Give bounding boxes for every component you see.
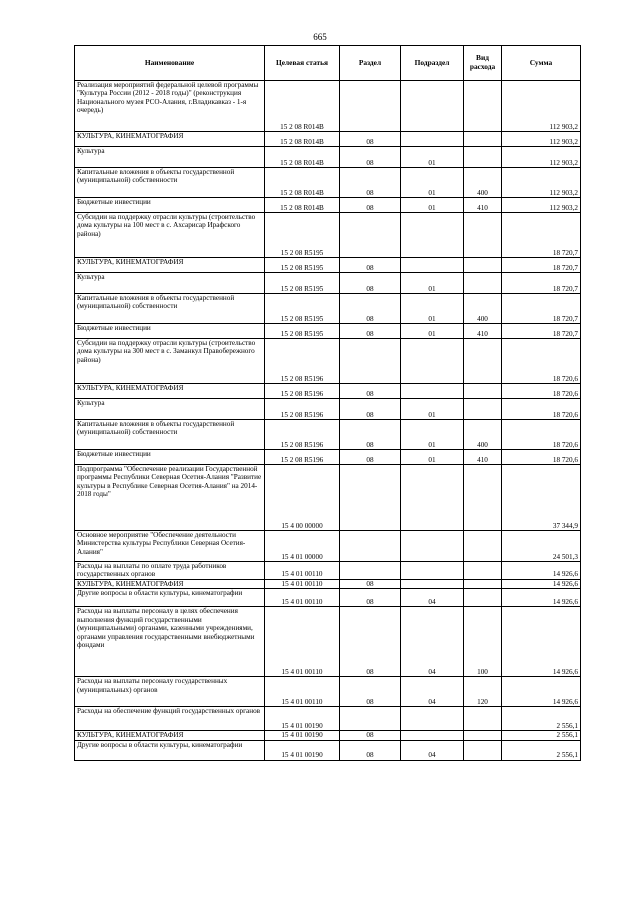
row-target-article: 15 2 08 R5196 [265,450,340,465]
row-subsection [401,213,464,258]
row-name: КУЛЬТУРА, КИНЕМАТОГРАФИЯ [75,132,265,147]
row-expense-type [464,213,502,258]
row-amount: 14 926,6 [502,607,581,677]
row-expense-type [464,132,502,147]
row-section: 08 [340,399,401,420]
row-expense-type: 400 [464,420,502,450]
row-expense-type [464,707,502,731]
row-name: КУЛЬТУРА, КИНЕМАТОГРАФИЯ [75,258,265,273]
row-section: 08 [340,273,401,294]
row-amount: 112 903,2 [502,198,581,213]
row-name: Расходы на выплаты по оплате труда работников государственных органов [75,562,265,580]
table-row [75,213,581,258]
row-amount: 18 720,7 [502,273,581,294]
row-subsection: 01 [401,420,464,450]
row-amount: 18 720,7 [502,324,581,339]
row-expense-type [464,579,502,588]
row-amount: 18 720,7 [502,258,581,273]
row-subsection [401,465,464,531]
row-name: Другие вопросы в области культуры, кинематографии [75,589,265,607]
table-row [75,198,581,213]
row-subsection [401,707,464,731]
row-subsection [401,258,464,273]
row-section: 08 [340,198,401,213]
row-expense-type [464,740,502,760]
row-amount: 14 926,6 [502,579,581,588]
row-target-article: 15 2 08 R014В [265,168,340,198]
page-number: 665 [313,32,327,42]
row-section: 08 [340,740,401,760]
row-subsection: 01 [401,168,464,198]
row-subsection [401,579,464,588]
row-target-article: 15 4 01 00110 [265,562,340,580]
row-subsection: 01 [401,273,464,294]
row-target-article: 15 4 01 00190 [265,731,340,740]
row-subsection: 01 [401,399,464,420]
table-row [75,132,581,147]
row-section [340,81,401,132]
row-name: Расходы на выплаты персоналу в целях обеспечения выполнения функций государственными (муниципальными) органами, казенными учреждениями, органами управления государственными внебюджетными фондами [75,607,265,677]
row-subsection: 01 [401,147,464,168]
row-section: 08 [340,579,401,588]
row-subsection: 01 [401,198,464,213]
row-expense-type [464,339,502,384]
row-expense-type [464,589,502,607]
row-amount: 18 720,6 [502,399,581,420]
row-expense-type: 400 [464,294,502,324]
row-target-article: 15 2 08 R5196 [265,384,340,399]
row-amount: 112 903,2 [502,168,581,198]
header-target-article: Целевая статья [265,46,340,81]
row-target-article: 15 4 01 00000 [265,531,340,562]
row-target-article: 15 4 01 00190 [265,707,340,731]
row-name: Расходы на обеспечение функций государственных органов [75,707,265,731]
table-row [75,81,581,132]
row-target-article: 15 4 01 00110 [265,589,340,607]
row-section: 08 [340,168,401,198]
row-amount: 14 926,6 [502,677,581,707]
row-amount: 37 344,9 [502,465,581,531]
row-expense-type [464,258,502,273]
row-target-article: 15 4 01 00110 [265,607,340,677]
row-subsection [401,731,464,740]
row-name: Бюджетные инвестиции [75,324,265,339]
row-expense-type [464,731,502,740]
row-target-article: 15 2 08 R5195 [265,273,340,294]
row-section: 08 [340,607,401,677]
table-row [75,324,581,339]
row-expense-type [464,81,502,132]
row-expense-type: 400 [464,168,502,198]
row-subsection: 04 [401,607,464,677]
row-target-article: 15 2 08 R5196 [265,339,340,384]
row-amount: 2 556,1 [502,740,581,760]
row-expense-type [464,531,502,562]
row-section: 08 [340,324,401,339]
row-expense-type [464,465,502,531]
row-section: 08 [340,731,401,740]
row-name: КУЛЬТУРА, КИНЕМАТОГРАФИЯ [75,384,265,399]
row-target-article: 15 2 08 R014В [265,147,340,168]
header-amount: Сумма [502,46,581,81]
row-section [340,531,401,562]
row-amount: 18 720,7 [502,294,581,324]
table-header-row [75,46,581,81]
row-expense-type: 120 [464,677,502,707]
row-subsection: 04 [401,677,464,707]
row-subsection [401,562,464,580]
row-name: Капитальные вложения в объекты государственной (муниципальной) собственности [75,420,265,450]
row-section: 08 [340,294,401,324]
row-amount: 18 720,6 [502,420,581,450]
row-name: Бюджетные инвестиции [75,450,265,465]
header-subsection: Подраздел [401,46,464,81]
row-name: Культура [75,273,265,294]
row-expense-type [464,273,502,294]
row-section: 08 [340,420,401,450]
row-name: Культура [75,147,265,168]
row-expense-type [464,384,502,399]
row-name: Субсидии на поддержку отрасли культуры (строительство дома культуры на 300 мест в с. Заманкул Правобережного района) [75,339,265,384]
row-section [340,213,401,258]
row-section: 08 [340,384,401,399]
table-row [75,707,581,731]
row-subsection: 04 [401,740,464,760]
row-expense-type: 410 [464,198,502,213]
table-row [75,339,581,384]
row-subsection [401,339,464,384]
row-subsection: 01 [401,294,464,324]
table-row [75,731,581,740]
row-name: КУЛЬТУРА, КИНЕМАТОГРАФИЯ [75,731,265,740]
row-amount: 18 720,6 [502,384,581,399]
header-name: Наименование [75,46,265,81]
row-subsection: 04 [401,589,464,607]
row-subsection [401,81,464,132]
table-row [75,562,581,580]
budget-table [74,45,581,761]
row-name: Реализация мероприятий федеральной целевой программы "Культура России (2012 - 2018 годы)" (реконструкция Национального музея РСО-Алания, г.Владикавказ - 1-я очередь) [75,81,265,132]
row-section [340,465,401,531]
row-target-article: 15 4 01 00110 [265,579,340,588]
row-subsection [401,384,464,399]
table-row [75,579,581,588]
row-target-article: 15 2 08 R014В [265,132,340,147]
table-row [75,384,581,399]
row-amount: 18 720,7 [502,213,581,258]
header-section: Раздел [340,46,401,81]
row-amount: 112 903,2 [502,132,581,147]
row-expense-type [464,399,502,420]
row-subsection: 01 [401,324,464,339]
table-row [75,258,581,273]
row-name: Подпрограмма "Обеспечение реализации Государственной программы Республики Северная Осетия-Алания "Развитие культуры в Республике Северная Осетия-Алания" на 2014-2018 годы" [75,465,265,531]
row-target-article: 15 2 08 R5195 [265,258,340,273]
header-expense-type: Вид расхода [464,46,502,81]
row-name: Субсидии на поддержку отрасли культуры (строительство дома культуры на 100 мест в с. Ахсарисар Ирафского района) [75,213,265,258]
row-amount: 112 903,2 [502,147,581,168]
row-target-article: 15 2 08 R014В [265,81,340,132]
row-subsection: 01 [401,450,464,465]
table-row [75,168,581,198]
row-target-article: 15 4 01 00110 [265,677,340,707]
row-target-article: 15 2 08 R5196 [265,399,340,420]
row-name: Расходы на выплаты персоналу государственных (муниципальных) органов [75,677,265,707]
row-amount: 14 926,6 [502,589,581,607]
row-section: 08 [340,258,401,273]
row-target-article: 15 4 00 00000 [265,465,340,531]
row-section [340,707,401,731]
row-target-article: 15 2 08 R014В [265,198,340,213]
row-subsection [401,531,464,562]
row-target-article: 15 4 01 00190 [265,740,340,760]
row-target-article: 15 2 08 R5196 [265,420,340,450]
row-section: 08 [340,132,401,147]
row-subsection [401,132,464,147]
row-expense-type [464,562,502,580]
row-name: Культура [75,399,265,420]
row-target-article: 15 2 08 R5195 [265,294,340,324]
table-row [75,294,581,324]
table-row [75,399,581,420]
row-name: Бюджетные инвестиции [75,198,265,213]
row-name: Другие вопросы в области культуры, кинематографии [75,740,265,760]
table-row [75,531,581,562]
row-section: 08 [340,589,401,607]
table-row [75,465,581,531]
row-section: 08 [340,677,401,707]
row-expense-type: 410 [464,324,502,339]
table-row [75,740,581,760]
table-row [75,450,581,465]
row-name: Капитальные вложения в объекты государственной (муниципальной) собственности [75,294,265,324]
row-section [340,562,401,580]
row-section: 08 [340,147,401,168]
row-expense-type: 410 [464,450,502,465]
row-amount: 2 556,1 [502,731,581,740]
row-target-article: 15 2 08 R5195 [265,213,340,258]
row-name: Капитальные вложения в объекты государственной (муниципальной) собственности [75,168,265,198]
row-amount: 24 501,3 [502,531,581,562]
table-row [75,589,581,607]
table-row [75,607,581,677]
row-name: Основное мероприятие "Обеспечение деятельности Министерства культуры Республики Северная Осетия-Алания" [75,531,265,562]
row-section: 08 [340,450,401,465]
row-amount: 112 903,2 [502,81,581,132]
row-amount: 14 926,6 [502,562,581,580]
row-section [340,339,401,384]
row-expense-type [464,147,502,168]
table-body [75,81,581,761]
row-amount: 2 556,1 [502,707,581,731]
row-target-article: 15 2 08 R5195 [265,324,340,339]
table-row [75,420,581,450]
row-expense-type: 100 [464,607,502,677]
table-row [75,273,581,294]
table-row [75,147,581,168]
row-amount: 18 720,6 [502,450,581,465]
row-amount: 18 720,6 [502,339,581,384]
table-row [75,677,581,707]
row-name: КУЛЬТУРА, КИНЕМАТОГРАФИЯ [75,579,265,588]
